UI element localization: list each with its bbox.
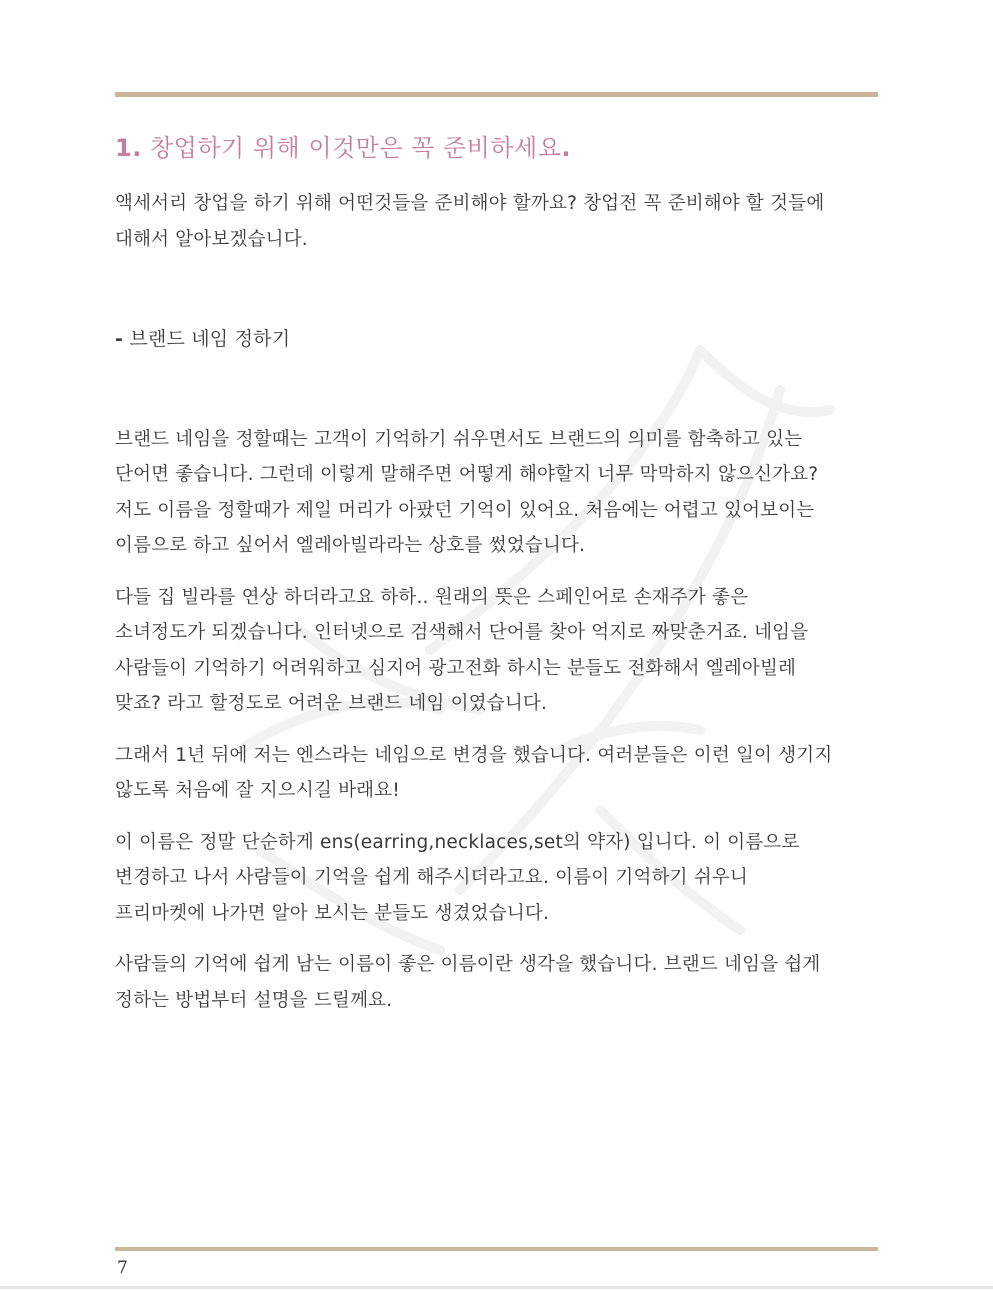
- paragraph-conclusion: [115, 947, 880, 1018]
- page-edge-line: [0, 1286, 993, 1289]
- paragraph-line: 사람들이 기억하기 어려워하고 심지어 광고전화 하시는 분들도 전화해서 엘레아빌레: [115, 657, 797, 679]
- paragraph-line: 변경하고 나서 사람들이 기억을 쉽게 해주시더라고요. 이름이 기억하기 쉬우니: [115, 867, 749, 888]
- paragraph-line: 맞죠? 라고 할정도로 어려운 브랜드 네임 이였습니다.: [115, 693, 548, 714]
- paragraph-name-change: [115, 738, 880, 809]
- paragraph-line: 단어면 좋습니다. 그런데 이렇게 말해주면 어떻게 해야할지 너무 막막하지 않으신가요?: [115, 464, 819, 485]
- paragraph-line-start: 이 이름은 정말 단순하게: [115, 831, 321, 853]
- subheading: [115, 322, 880, 358]
- paragraph-villa-story: [115, 580, 880, 722]
- paragraph-line-end: 의 약자) 입니다. 이 이름으로: [562, 831, 800, 853]
- content-body: [115, 128, 880, 1018]
- bottom-rule: [115, 1247, 878, 1251]
- paragraph-brand-name: [115, 422, 880, 564]
- page-number: 7: [117, 1258, 128, 1278]
- paragraph-ens-meaning: [115, 825, 880, 932]
- paragraph-line: 사람들의 기억에 쉽게 남는 이름이 좋은 이름이란 생각을 했습니다. 브랜드 네임을 쉽게: [115, 954, 821, 975]
- paragraph-line: 소녀정도가 되겠습니다. 인터넷으로 검색해서 단어를 찾아 억지로 짜맞춘거죠. 네임을: [115, 622, 809, 643]
- heading-number: 1.: [115, 134, 142, 162]
- intro-line: 대해서 알아보겠습니다.: [115, 228, 308, 250]
- heading-text: 창업하기 위해 이것만은 꼭 준비하세요: [141, 134, 562, 162]
- paragraph-line: 정하는 방법부터 설명을 드릴께요.: [115, 989, 393, 1011]
- paragraph-line: 않도록 처음에 잘 지으시길 바래요!: [115, 780, 400, 801]
- subheading-dash: -: [115, 328, 124, 350]
- ens-abbreviation: ens(earring,necklaces,set: [320, 831, 563, 853]
- intro-line: 액세서리 창업을 하기 위해 어떤것들을 준비해야 할까요? 창업전 꼭 준비해야 할 것들에: [115, 193, 825, 214]
- paragraph-line: 이름으로 하고 싶어서 엘레아빌라라는 상호를 썼었습니다.: [115, 535, 586, 556]
- paragraph-line: 브랜드 네임을 정할때는 고객이 기억하기 쉬우면서도 브랜드의 의미를 함축하고 있는: [115, 428, 803, 450]
- heading-period: .: [561, 134, 572, 162]
- paragraph-line: 다들 집 빌라를 연상 하더라고요 하하.. 원래의 뜻은 스페인어로 손재주가 좋은: [115, 586, 749, 608]
- intro-paragraph: [115, 186, 880, 257]
- section-heading: [115, 128, 880, 168]
- top-rule: [115, 92, 878, 97]
- subheading-text: 브랜드 네임 정하기: [123, 328, 291, 350]
- paragraph-line: 저도 이름을 정할때가 제일 머리가 아팠던 기억이 있어요. 처음에는 어렵고 있어보이는: [115, 499, 815, 521]
- paragraph-line: 프리마켓에 나가면 알아 보시는 분들도 생겼었습니다.: [115, 902, 550, 924]
- paragraph-line: 그래서 1년 뒤에 저는 엔스라는 네임으로 변경을 했습니다. 여러분들은 이런 일이 생기지: [115, 744, 833, 766]
